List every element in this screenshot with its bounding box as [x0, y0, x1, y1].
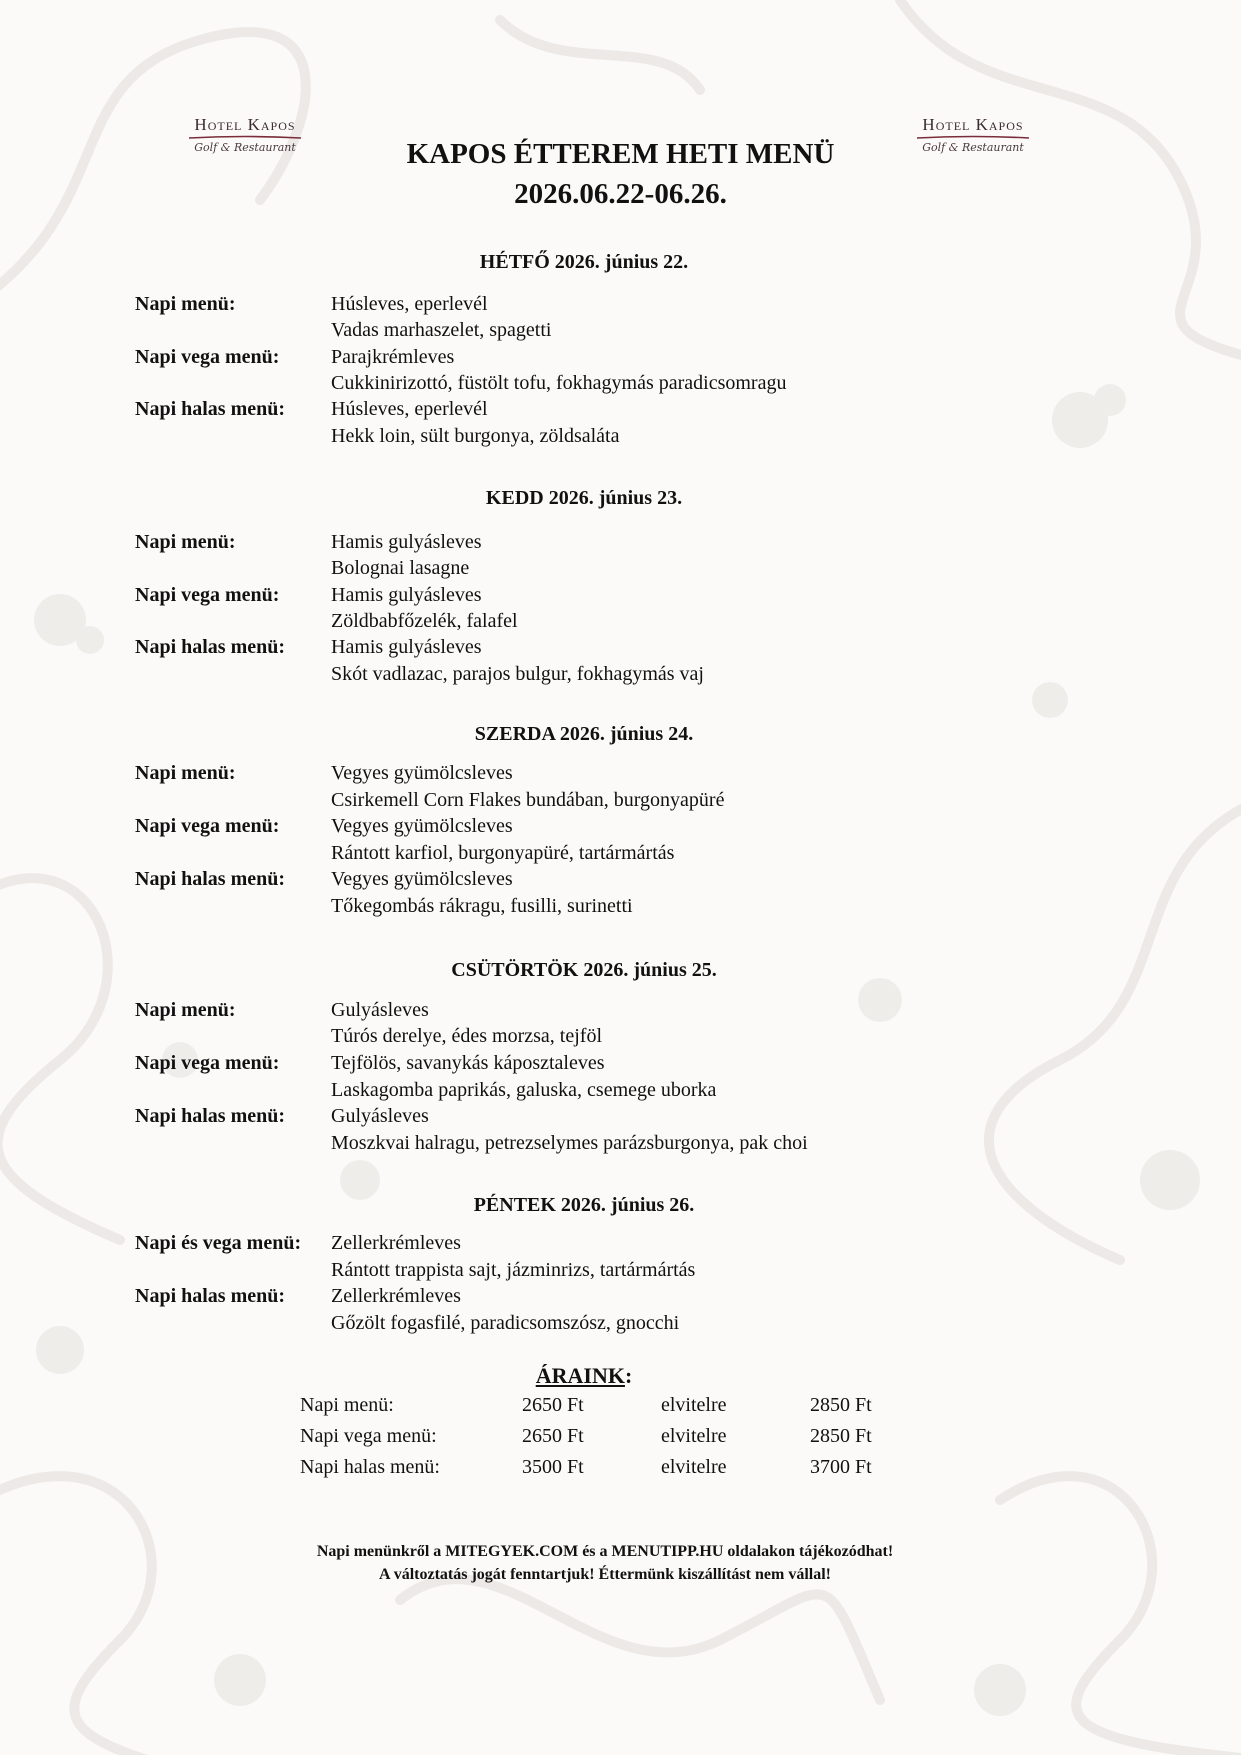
- menu-item: Zellerkrémleves: [331, 1285, 461, 1307]
- menu-item: Hamis gulyásleves: [331, 584, 482, 606]
- day-heading-thursday: CSÜTÖRTÖK 2026. június 25.: [451, 959, 717, 981]
- menu-label: Napi vega menü:: [135, 815, 280, 837]
- menu-item: Gőzölt fogasfilé, paradicsomszósz, gnocchi: [331, 1312, 680, 1334]
- logo-name: Hotel Kapos: [922, 115, 1024, 134]
- menu-item: Skót vadlazac, parajos bulgur, fokhagymás vaj: [331, 663, 704, 685]
- takeaway-label: elvitelre: [661, 1425, 727, 1447]
- takeaway-price: 2850 Ft: [810, 1425, 872, 1447]
- menu-label: Napi halas menü:: [135, 398, 286, 420]
- price-row-name: Napi menü:: [300, 1394, 394, 1416]
- menu-item: Gulyásleves: [331, 1105, 429, 1127]
- logo-sub: Golf & Restaurant: [922, 141, 1024, 154]
- takeaway-price: 2850 Ft: [810, 1394, 872, 1416]
- price-row-name: Napi halas menü:: [300, 1456, 440, 1478]
- menu-label: Napi vega menü:: [135, 584, 280, 606]
- day-heading-friday: PÉNTEK 2026. június 26.: [473, 1194, 695, 1216]
- prices-heading-colon: :: [624, 1363, 633, 1388]
- menu-label: Napi vega menü:: [135, 1052, 280, 1074]
- menu-item: Vegyes gyümölcsleves: [331, 868, 513, 890]
- menu-item: Húsleves, eperlevél: [331, 398, 488, 420]
- menu-item: Gulyásleves: [331, 999, 429, 1021]
- takeaway-label: elvitelre: [661, 1456, 727, 1478]
- logo-name: Hotel Kapos: [194, 115, 296, 134]
- page-title: KAPOS ÉTTEREM HETI MENÜ: [406, 138, 835, 170]
- takeaway-label: elvitelre: [661, 1394, 727, 1416]
- price-value: 2650 Ft: [522, 1394, 584, 1416]
- menu-item: Túrós derelye, édes morzsa, tejföl: [331, 1025, 603, 1047]
- menu-item: Rántott karfiol, burgonyapüré, tartármártás: [331, 842, 675, 864]
- price-value: 3500 Ft: [522, 1456, 584, 1478]
- price-row-name: Napi vega menü:: [300, 1425, 437, 1447]
- footer-note-1: Napi menünkről a MITEGYEK.COM és a MENUTIPP.HU oldalakon tájékozódhat!: [316, 1543, 894, 1560]
- price-value: 2650 Ft: [522, 1425, 584, 1447]
- menu-label: Napi halas menü:: [135, 868, 286, 890]
- menu-label: Napi menü:: [135, 999, 236, 1021]
- menu-item: Hamis gulyásleves: [331, 531, 482, 553]
- menu-label: Napi menü:: [135, 531, 236, 553]
- menu-item: Hekk loin, sült burgonya, zöldsaláta: [331, 425, 620, 447]
- menu-label: Napi halas menü:: [135, 636, 286, 658]
- day-heading-tuesday: KEDD 2026. június 23.: [485, 487, 683, 509]
- logo-sub: Golf & Restaurant: [194, 141, 296, 154]
- menu-item: Bolognai lasagne: [331, 557, 470, 579]
- menu-item: Zöldbabfőzelék, falafel: [331, 610, 518, 632]
- menu-item: Vadas marhaszelet, spagetti: [331, 319, 552, 341]
- menu-item: Húsleves, eperlevél: [331, 293, 488, 315]
- prices-heading-text: ÁRAINK: [535, 1363, 625, 1388]
- menu-label: Napi menü:: [135, 293, 236, 315]
- menu-item: Csirkemell Corn Flakes bundában, burgonyapüré: [331, 789, 725, 811]
- menu-label: Napi halas menü:: [135, 1105, 286, 1127]
- menu-label: Napi menü:: [135, 762, 236, 784]
- menu-item: Moszkvai halragu, petrezselymes parázsburgonya, pak choi: [331, 1132, 808, 1154]
- menu-item: Cukkinirizottó, füstölt tofu, fokhagymás paradicsomragu: [331, 372, 787, 394]
- menu-item: Laskagomba paprikás, galuska, csemege uborka: [331, 1079, 717, 1101]
- menu-item: Parajkrémleves: [331, 346, 455, 368]
- menu-item: Zellerkrémleves: [331, 1232, 461, 1254]
- menu-item: Hamis gulyásleves: [331, 636, 482, 658]
- menu-item: Rántott trappista sajt, jázminrizs, tartármártás: [331, 1259, 696, 1281]
- prices-heading: [0, 1363, 1168, 1389]
- takeaway-price: 3700 Ft: [810, 1456, 872, 1478]
- menu-label: Napi vega menü:: [135, 346, 280, 368]
- day-heading-monday: HÉTFŐ 2026. június 22.: [479, 251, 689, 273]
- day-heading-wednesday: SZERDA 2026. június 24.: [474, 723, 694, 745]
- menu-item: Tejfölös, savanykás káposztaleves: [331, 1052, 605, 1074]
- menu-label: Napi és vega menü:: [135, 1232, 302, 1254]
- week-dates: 2026.06.22-06.26.: [514, 178, 727, 210]
- menu-item: Vegyes gyümölcsleves: [331, 815, 513, 837]
- menu-item: Vegyes gyümölcsleves: [331, 762, 513, 784]
- menu-label: Napi halas menü:: [135, 1285, 286, 1307]
- footer-note-2: A változtatás jogát fenntartjuk! Éttermünk kiszállítást nem vállal!: [379, 1566, 831, 1583]
- menu-item: Tőkegombás rákragu, fusilli, surinetti: [331, 895, 633, 917]
